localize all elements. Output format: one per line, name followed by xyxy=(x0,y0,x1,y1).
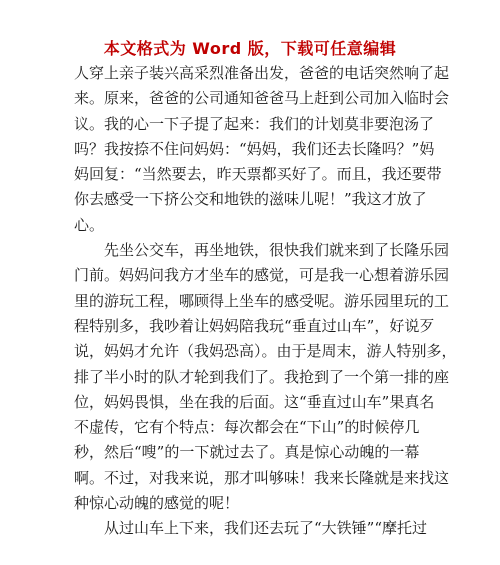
text-line: 啊。不过，对我来说，那才叫够味！我来长隆就是来找这 xyxy=(74,468,450,487)
text-line: 吗？我按捺不住问妈妈：“妈妈，我们还去长隆吗？”妈 xyxy=(74,139,435,158)
text-line: 从过山车上下来，我们还去玩了“大铁锤”“摩托过 xyxy=(104,519,428,538)
text-line: 议。我的心一下子提了起来：我们的计划莫非要泡汤了 xyxy=(74,114,435,133)
paragraph-1 xyxy=(74,61,450,238)
word-format-banner: 本文格式为 Word 版，下载可任意编辑 xyxy=(103,39,397,58)
paragraph-2 xyxy=(74,238,457,516)
text-line: 你去感受一下挤公交和地铁的滋味儿呢！”我这才放了 xyxy=(74,190,427,209)
text-line: 来。原来，爸爸的公司通知爸爸马上赶到公司加入临时会 xyxy=(74,89,450,108)
text-line: 人穿上亲子装兴高采烈准备出发，爸爸的电话突然响了起 xyxy=(74,64,450,82)
text-line: 说，妈妈才允许（我妈恐高）。由于是周末，游人特别多， xyxy=(74,342,457,361)
text-line: 位，妈妈畏惧，坐在我的后面。这“垂直过山车”果真名 xyxy=(74,392,435,411)
text-line: 先坐公交车，再坐地铁，很快我们就来到了长隆乐园 xyxy=(104,241,450,260)
text-line: 妈回复：“当然要去，昨天票都买好了。而且，我还要带 xyxy=(74,165,442,184)
paragraph-3 xyxy=(74,516,430,541)
text-line: 不虚传，它有个特点：每次都会在“下山”的时候停几 xyxy=(74,418,420,437)
text-line: 门前。妈妈问我方才坐车的感觉，可是我一心想着游乐园 xyxy=(74,266,450,285)
document-body xyxy=(74,61,457,542)
text-line: 程特别多，我吵着让妈妈陪我玩“垂直过山车”，好说歹 xyxy=(74,316,435,335)
text-line: 秒，然后“嗖”的一下就过去了。真是惊心动魄的一幕 xyxy=(74,443,420,462)
text-line: 里的游玩工程，哪顾得上坐车的感受呢。游乐园里玩的工 xyxy=(74,291,450,310)
text-line: 心。 xyxy=(74,215,105,234)
text-line: 种惊心动魄的感觉的呢！ xyxy=(74,494,240,513)
text-line: 排了半小时的队才轮到我们了。我抢到了一个第一排的座 xyxy=(74,367,450,386)
